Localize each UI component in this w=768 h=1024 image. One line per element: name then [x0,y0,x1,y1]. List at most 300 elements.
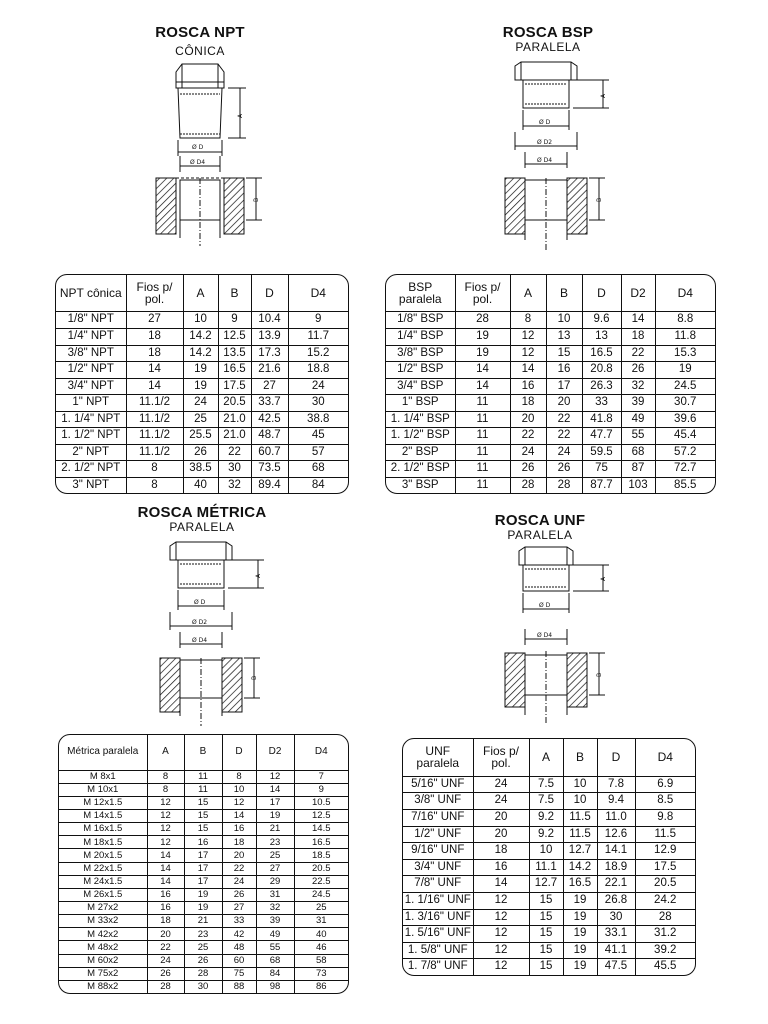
table-cell: 45 [288,428,348,445]
table-cell: 1" BSP [386,395,455,412]
header-cell: B [184,735,222,770]
header-cell: D [251,275,288,312]
table-cell: 16.5 [218,362,251,379]
table-cell: 87 [621,461,655,478]
table-cell: 39.6 [655,411,715,428]
table-cell: 9.8 [635,809,695,826]
table-cell: 17 [546,378,582,395]
table-cell: 14.2 [563,859,597,876]
table-cell: 11.5 [563,809,597,826]
table-row [386,428,715,445]
table-cell: 22 [510,428,546,445]
table-cell: 12 [147,836,184,849]
metrica-table [58,734,349,994]
table-row [56,395,348,412]
table-cell: 17.5 [218,378,251,395]
table-cell: 18 [621,329,655,346]
table-row [59,836,348,849]
metrica-label-d2: Ø D2 [192,619,208,626]
table-cell: 75 [582,461,621,478]
table-row [59,862,348,875]
table-cell: 45.5 [635,959,695,975]
table-cell: 16 [546,362,582,379]
metrica-subtitle: PARALELA [169,520,235,534]
table-cell: 11.1/2 [126,411,183,428]
header-cell: A [529,739,563,776]
table-cell: 25.5 [183,428,218,445]
table-cell: 13.9 [251,329,288,346]
header-cell: NPT cônica [56,275,126,312]
table-cell: M 14x1.5 [59,809,147,822]
metrica-label-d4: Ø D4 [192,637,208,644]
table-row [56,477,348,493]
table-cell: 8.5 [635,793,695,810]
table-cell: 18 [473,843,529,860]
header-cell: D4 [655,275,715,312]
table-cell: 19 [563,959,597,975]
unf-label-b: B [596,672,603,677]
table-cell: 11.7 [288,329,348,346]
table-cell: 55 [621,428,655,445]
npt-table-body [56,312,348,493]
table-cell: 41.8 [582,411,621,428]
table-row [403,793,695,810]
table-cell: M 20x1.5 [59,849,147,862]
table-cell: 38.8 [288,411,348,428]
table-cell: 26 [184,954,222,967]
table-cell: 30 [597,909,635,926]
table-cell: 22 [546,411,582,428]
table-cell: 21 [184,915,222,928]
table-cell: 57.2 [655,444,715,461]
table-row [386,411,715,428]
table-cell: 11 [455,428,510,445]
table-cell: 17 [184,875,222,888]
bsp-table-header [386,275,715,312]
table-cell: 15 [546,345,582,362]
table-cell: 48.7 [251,428,288,445]
unf-table-body [403,776,695,975]
header-cell: BSP paralela [386,275,455,312]
table-cell: 20.5 [635,876,695,893]
table-cell: 1. 7/8" UNF [403,959,473,975]
table-cell: 40 [294,928,348,941]
table-cell: 26 [621,362,655,379]
table-cell: 14 [147,875,184,888]
table-cell: 33 [222,915,256,928]
table-row [56,378,348,395]
table-row [59,875,348,888]
header-cell: UNF paralela [403,739,473,776]
table-row [403,909,695,926]
table-cell: 24 [222,875,256,888]
table-cell: 24 [183,395,218,412]
table-cell: M 22x1.5 [59,862,147,875]
table-row [59,770,348,783]
table-cell: 14 [147,862,184,875]
npt-label-a: A [237,113,244,118]
table-cell: 1. 1/4" NPT [56,411,126,428]
table-cell: 19 [563,909,597,926]
table-row [59,809,348,822]
table-cell: 21.0 [218,428,251,445]
table-cell: 16 [510,378,546,395]
metrica-title: ROSCA MÉTRICA [137,504,267,521]
table-cell: 8.8 [655,312,715,329]
table-cell: 10 [183,312,218,329]
table-cell: 7 [294,770,348,783]
table-cell: 39 [256,915,294,928]
table-cell: 18 [126,345,183,362]
npt-table-header [56,275,348,312]
table-cell: 15 [529,959,563,975]
table-cell: 1" NPT [56,395,126,412]
metrica-label-b: B [251,675,258,680]
table-cell: 12.9 [635,843,695,860]
table-cell: 73.5 [251,461,288,478]
table-cell: 18 [147,915,184,928]
table-cell: 1/2" NPT [56,362,126,379]
table-cell: 18.5 [294,849,348,862]
table-cell: 14.5 [294,823,348,836]
table-cell: 20.5 [218,395,251,412]
table-cell: 12 [473,892,529,909]
header-cell: D4 [288,275,348,312]
table-cell: 16 [147,888,184,901]
table-cell: 30.7 [655,395,715,412]
table-cell: 9 [294,783,348,796]
table-cell: 11.8 [655,329,715,346]
table-cell: 24.5 [655,378,715,395]
table-cell: 7.5 [529,793,563,810]
table-cell: 60.7 [251,444,288,461]
table-cell: 68 [621,444,655,461]
table-cell: 11 [184,783,222,796]
table-cell: 19 [563,926,597,943]
table-cell: 23 [184,928,222,941]
table-cell: 11.1/2 [126,428,183,445]
table-cell: 16 [147,901,184,914]
unf-table [402,738,696,976]
table-row [56,444,348,461]
table-cell: 20 [546,395,582,412]
table-cell: 11 [455,477,510,493]
bsp-label-b: B [596,197,603,202]
table-cell: 14 [222,809,256,822]
unf-label-d: Ø D [539,602,551,609]
table-cell: 40 [183,477,218,493]
table-cell: 27 [126,312,183,329]
table-row [56,345,348,362]
table-cell: 8 [147,783,184,796]
table-cell: 16 [222,823,256,836]
table-row [56,461,348,478]
metrica-fitting-diagram [152,540,272,730]
metrica-label-d: Ø D [194,599,206,606]
table-cell: 10 [563,776,597,793]
unf-label-d4: Ø D4 [537,632,553,639]
table-cell: 24 [510,444,546,461]
table-row [59,888,348,901]
table-cell: 14 [510,362,546,379]
table-cell: 28 [546,477,582,493]
table-cell: M 10x1 [59,783,147,796]
header-cell: D [582,275,621,312]
table-cell: 8 [222,770,256,783]
table-cell: 8 [147,770,184,783]
table-cell: 23 [256,836,294,849]
table-cell: 39.2 [635,942,695,959]
npt-label-d: Ø D [192,144,204,151]
table-cell: M 12x1.5 [59,796,147,809]
table-cell: 9/16" UNF [403,843,473,860]
table-row [403,776,695,793]
header-cell: A [183,275,218,312]
table-cell: 1. 3/16" UNF [403,909,473,926]
table-cell: 3/4" NPT [56,378,126,395]
table-cell: 47.7 [582,428,621,445]
table-cell: 14.2 [183,329,218,346]
table-cell: 12 [510,345,546,362]
table-cell: 18.9 [597,859,635,876]
table-cell: 27 [222,901,256,914]
table-cell: 9.2 [529,809,563,826]
table-cell: 30 [288,395,348,412]
unf-fitting-diagram [497,545,617,730]
table-cell: 11.1/2 [126,444,183,461]
table-cell: 87.7 [582,477,621,493]
table-cell: 15.3 [655,345,715,362]
table-cell: 11.5 [635,826,695,843]
npt-label-d4: Ø D4 [190,159,206,166]
table-cell: 17.5 [635,859,695,876]
table-cell: 15 [184,809,222,822]
table-cell: 46 [294,941,348,954]
table-cell: 14 [256,783,294,796]
npt-fitting-diagram [150,60,270,250]
table-cell: 73 [294,967,348,980]
table-cell: 21 [256,823,294,836]
table-cell: 33.7 [251,395,288,412]
header-cell: D [597,739,635,776]
table-cell: 1. 5/16" UNF [403,926,473,943]
header-cell: B [546,275,582,312]
table-cell: M 18x1.5 [59,836,147,849]
table-cell: 17 [184,862,222,875]
table-cell: 18 [222,836,256,849]
table-cell: 14 [621,312,655,329]
table-cell: 86 [294,980,348,993]
table-row [403,942,695,959]
table-cell: 20 [222,849,256,862]
table-cell: 11.1/2 [126,395,183,412]
bsp-label-d2: Ø D2 [537,139,553,146]
table-cell: 12 [256,770,294,783]
table-cell: 24.2 [635,892,695,909]
table-cell: 15 [184,796,222,809]
table-cell: 12.5 [218,329,251,346]
table-cell: 7.8 [597,776,635,793]
bsp-label-a: A [600,93,607,98]
header-cell: A [147,735,184,770]
table-cell: 98 [256,980,294,993]
table-cell: 13.5 [218,345,251,362]
table-cell: 1. 1/16" UNF [403,892,473,909]
npt-label-b: B [253,197,260,202]
table-cell: 11.1 [529,859,563,876]
unf-label-a: A [600,576,607,581]
table-row [403,926,695,943]
table-cell: M 60x2 [59,954,147,967]
table-row [403,843,695,860]
table-cell: 28 [184,967,222,980]
table-row [386,461,715,478]
table-cell: 12 [147,809,184,822]
header-cell: D [222,735,256,770]
table-cell: 11 [455,395,510,412]
table-cell: 27 [256,862,294,875]
table-cell: M 48x2 [59,941,147,954]
table-cell: 30 [184,980,222,993]
bsp-title: ROSCA BSP [502,24,594,41]
table-cell: 41.1 [597,942,635,959]
table-cell: 42 [222,928,256,941]
table-row [59,941,348,954]
table-cell: 2. 1/2" BSP [386,461,455,478]
table-cell: 9.4 [597,793,635,810]
table-cell: 11.0 [597,809,635,826]
table-cell: 31 [256,888,294,901]
table-cell: 11 [455,444,510,461]
table-cell: 25 [256,849,294,862]
table-cell: 10 [546,312,582,329]
table-cell: 1/8" BSP [386,312,455,329]
table-row [386,312,715,329]
header-cell: B [563,739,597,776]
table-cell: 32 [256,901,294,914]
table-cell: 12.5 [294,809,348,822]
table-cell: 59.5 [582,444,621,461]
npt-table [55,274,349,494]
table-cell: 10 [222,783,256,796]
table-cell: M 75x2 [59,967,147,980]
table-row [59,849,348,862]
table-cell: 16 [473,859,529,876]
table-cell: 1/4" NPT [56,329,126,346]
table-cell: 45.4 [655,428,715,445]
table-cell: 21.6 [251,362,288,379]
table-cell: 10.5 [294,796,348,809]
header-cell: Fios p/ pol. [126,275,183,312]
table-cell: 16.5 [582,345,621,362]
table-cell: 13 [582,329,621,346]
table-cell: 88 [222,980,256,993]
table-cell: 29 [256,875,294,888]
table-cell: 10 [563,793,597,810]
table-cell: 14 [455,362,510,379]
table-cell: 89.4 [251,477,288,493]
bsp-subtitle: PARALELA [515,40,581,54]
table-cell: 7/16" UNF [403,809,473,826]
table-cell: 25 [183,411,218,428]
table-cell: 48 [222,941,256,954]
table-cell: 30 [218,461,251,478]
table-cell: 26 [183,444,218,461]
table-cell: 13 [546,329,582,346]
table-cell: 60 [222,954,256,967]
table-cell: 19 [655,362,715,379]
table-cell: 31.2 [635,926,695,943]
table-row [56,428,348,445]
table-cell: 19 [455,345,510,362]
table-cell: 14.1 [597,843,635,860]
table-cell: 8 [126,477,183,493]
table-cell: 33.1 [597,926,635,943]
table-row [386,395,715,412]
table-cell: 7/8" UNF [403,876,473,893]
table-cell: 19 [256,809,294,822]
table-cell: 14 [126,362,183,379]
table-cell: 12 [473,926,529,943]
table-cell: 3/8" BSP [386,345,455,362]
table-cell: 18 [126,329,183,346]
unf-title: ROSCA UNF [494,512,586,529]
table-row [386,362,715,379]
table-row [403,859,695,876]
table-cell: 15.2 [288,345,348,362]
table-cell: 22 [222,862,256,875]
table-cell: 26.8 [597,892,635,909]
table-row [386,345,715,362]
table-cell: 16 [184,836,222,849]
table-cell: 22 [621,345,655,362]
table-cell: 2" NPT [56,444,126,461]
table-cell: 33 [582,395,621,412]
table-cell: 26 [510,461,546,478]
table-cell: 11 [455,461,510,478]
table-row [386,444,715,461]
table-cell: 28 [635,909,695,926]
table-cell: 1/2" UNF [403,826,473,843]
table-cell: 28 [455,312,510,329]
table-row [403,826,695,843]
npt-subtitle: CÔNICA [175,44,225,58]
table-cell: 22.1 [597,876,635,893]
table-cell: 15 [529,909,563,926]
table-cell: 3/4" BSP [386,378,455,395]
table-cell: 9.6 [582,312,621,329]
table-row [403,959,695,975]
unf-table-header [403,739,695,776]
table-cell: M 88x2 [59,980,147,993]
table-cell: 26 [546,461,582,478]
table-cell: 18 [510,395,546,412]
bsp-fitting-diagram [497,60,617,255]
header-cell: D4 [635,739,695,776]
table-cell: 10 [529,843,563,860]
table-cell: 19 [455,329,510,346]
table-cell: 26 [147,967,184,980]
table-cell: 5/16" UNF [403,776,473,793]
header-cell: B [218,275,251,312]
table-cell: 12 [147,796,184,809]
table-cell: 49 [621,411,655,428]
table-cell: 31 [294,915,348,928]
table-cell: 20.8 [582,362,621,379]
table-cell: M 8x1 [59,770,147,783]
table-cell: 20 [510,411,546,428]
table-cell: 24 [147,954,184,967]
